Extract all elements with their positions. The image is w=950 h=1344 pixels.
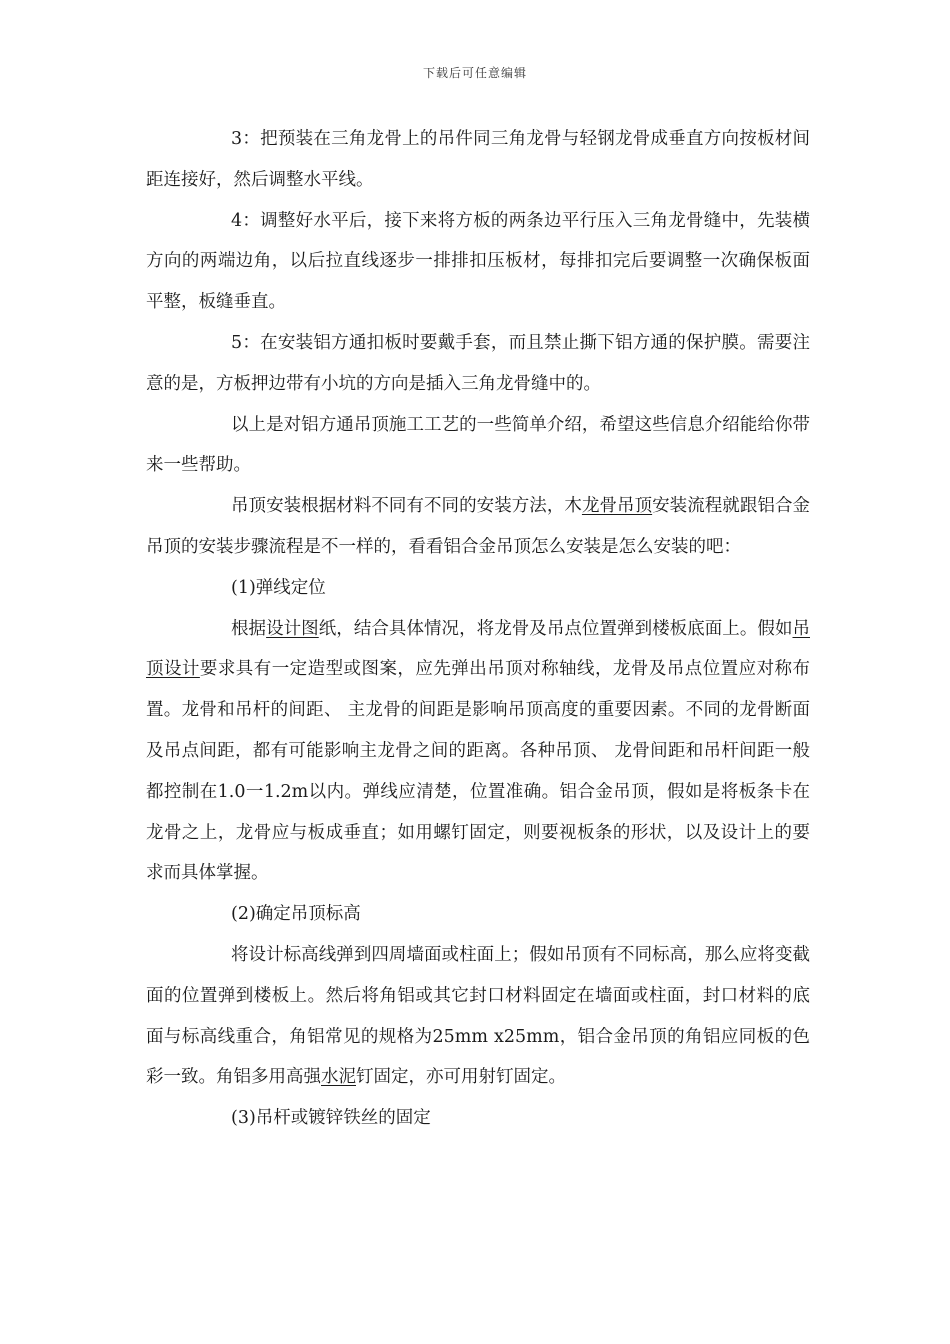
paragraph	[146, 568, 810, 609]
paragraph	[146, 1098, 810, 1139]
text-run: 将设计标高线弹到四周墙面或柱面上；假如吊顶有不同标高，那么应将变截面的位置弹到楼板上。然后将角铝或其它封口材料固定在墙面或柱面，封口材料的底面与标高线重合，角铝常见的规格为25mm x25mm，铝合金吊顶的角铝应同板的色彩一致。角铝多用高强	[146, 944, 810, 1088]
text-run: 吊顶安装根据材料不同有不同的安装方法，木	[231, 496, 582, 517]
document-body	[146, 119, 810, 1139]
paragraph	[146, 323, 810, 405]
paragraph	[146, 894, 810, 935]
text-run: 以上是对铝方通吊顶施工工艺的一些简单介绍，希望这些信息介绍能给你带来一些帮助。	[146, 414, 810, 476]
paragraph	[146, 935, 810, 1098]
page-header: 下载后可任意编辑	[422, 66, 527, 80]
paragraph	[146, 201, 810, 323]
text-run: (3)吊杆或镀锌铁丝的固定	[231, 1108, 431, 1129]
text-run: 4：调整好水平后，接下来将方板的两条边平行压入三角龙骨缝中，先装横方向的两端边角，以后拉直线逐步一排排扣压板材，每排扣完后要调整一次确保板面平整，板缝垂直。	[146, 210, 810, 313]
hyperlink[interactable]: 设计图	[266, 618, 319, 639]
text-run: (1)弹线定位	[231, 577, 326, 598]
hyperlink[interactable]: 吊顶设计	[146, 618, 810, 680]
text-run: 要求具有一定造型或图案，应先弹出吊顶对称轴线，龙骨及吊点位置应对称布置。龙骨和吊杆的间距、 主龙骨的间距是影响吊顶高度的重要因素。不同的龙骨断面及吊点间距，都有可能影响主龙骨之间的距离。各种吊顶、 龙骨间距和吊杆间距一般都控制在1.0一1.2m以内。弹线应清楚，位置准确。铝合金吊顶，假如是将板条卡在龙骨之上，龙骨应与板成垂直；如用螺钉固定，则要视板条的形状，以及设计上的要求而具体掌握。	[146, 659, 810, 884]
text-run: 根据	[231, 618, 267, 639]
paragraph	[146, 119, 810, 201]
paragraph	[146, 609, 810, 895]
hyperlink[interactable]: 水泥	[321, 1067, 356, 1088]
text-run: (2)确定吊顶标高	[231, 904, 361, 925]
paragraph	[146, 486, 810, 568]
text-run: 钉固定，亦可用射钉固定。	[356, 1067, 566, 1088]
hyperlink[interactable]: 龙骨吊顶	[581, 496, 653, 517]
text-run: 纸，结合具体情况，将龙骨及吊点位置弹到楼板底面上。假如	[318, 618, 793, 639]
text-run: 安装流程就跟铝合金吊顶的安装步骤流程是不一样的，看看铝合金吊顶怎么安装是怎么安装的吧：	[146, 496, 810, 557]
text-run: 5：在安装铝方通扣板时要戴手套，而且禁止撕下铝方通的保护膜。需要注意的是，方板押边带有小坑的方向是插入三角龙骨缝中的。	[146, 332, 810, 394]
text-run: 3：把预装在三角龙骨上的吊件同三角龙骨与轻钢龙骨成垂直方向按板材间距连接好，然后调整水平线。	[146, 129, 810, 190]
paragraph	[146, 405, 810, 487]
